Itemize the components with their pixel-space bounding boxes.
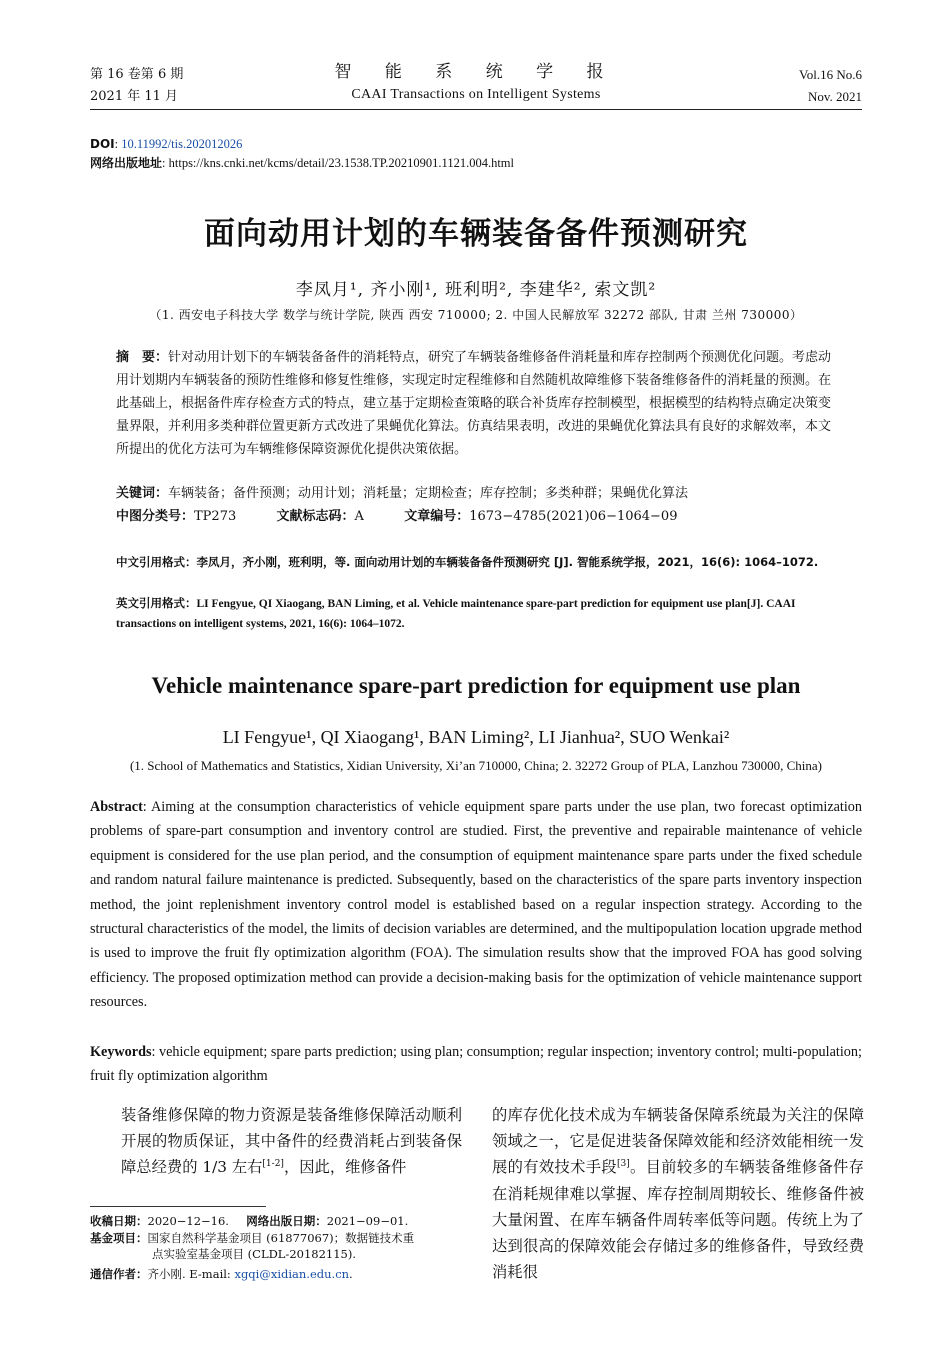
body-left-tail: ，因此，维修备件 — [283, 1158, 407, 1176]
footnote-dates — [90, 1213, 462, 1229]
received-date: 2020−12−16. — [147, 1214, 229, 1228]
fund-text: 国家自然科学基金项目 (61877067)；数据链技术重 — [147, 1231, 415, 1245]
citation-cn — [116, 553, 838, 572]
online-url-label: 网络出版地址 — [90, 156, 163, 170]
online-date: 2021−09−01. — [326, 1214, 409, 1228]
journal-name-cn: 智 能 系 统 学 报 — [334, 62, 618, 82]
citation-en-label: 英文引用格式： — [116, 596, 197, 610]
online-date-label: 网络出版日期： — [246, 1214, 327, 1228]
paper-title-en: Vehicle maintenance spare-part prediction for equipment use plan — [151, 673, 801, 698]
journal-name-en: CAAI Transactions on Intelligent Systems — [351, 87, 601, 102]
body-column-left — [90, 1102, 462, 1180]
footnote-fund — [90, 1230, 462, 1262]
corr-label: 通信作者： — [90, 1267, 148, 1281]
received-label: 收稿日期： — [90, 1214, 148, 1228]
issue-date-en: Nov. 2021 — [807, 89, 862, 104]
citation-en-text: LI Fengyue, QI Xiaogang, BAN Liming, et al. Vehicle maintenance spare-part prediction for equipment use plan[J]. CAAI transactions on intelligent systems, 2021, 16(6): 1064–1072. — [116, 598, 796, 630]
abstract-en-label: Abstract — [90, 799, 143, 815]
body-left-text: 装备维修保障的物力资源是装备维修保障活动顺利开展的物质保证，其中备件的经费消耗占到装备保障总经费的 1/3 左右 — [121, 1106, 462, 1176]
keywords-en-label: Keywords — [90, 1044, 152, 1060]
article-no-value: 1673−4785(2021)06−1064−09 — [469, 509, 678, 524]
footnote-divider — [90, 1206, 266, 1207]
abstract-cn-text: 针对动用计划下的车辆装备备件的消耗特点，研究了车辆装备维修备件消耗量和库存控制两个预测优化问题。考虑动用计划期内车辆装备的预防性维修和修复性维修，实现定时定程维修和自然随机故障维修下装备维修备件的消耗量的预测。在此基础上，根据备件库存检查方式的特点，建立基于定期检查策略的联合补货库存控制模型，根据模型的结构特点确定决策变量界限，并利用多类种群位置更新方式改进了果蝇优化算法。仿真结果表明，改进的果蝇优化算法具有良好的求解效率，本文所提出的优化方法可为车辆维修保障资源优化提供决策依据。 — [116, 350, 832, 457]
doc-code-label: 文献标志码： — [276, 509, 355, 524]
fund-label: 基金项目： — [90, 1231, 148, 1245]
doc-code-value: A — [354, 509, 364, 524]
doi-block: DOI: 10.11992/tis.202012026 网络出版地址: https://kns.cnki.net/kcms/detail/23.1538.TP.20210901.1121.004.html — [90, 137, 514, 170]
keywords-cn — [116, 482, 838, 505]
issue-date: 2021 年 11 月 — [90, 89, 179, 104]
authors-cn: 李凤月¹, 齐小刚¹, 班利明², 李建华², 索文凯² — [295, 280, 657, 300]
online-url[interactable]: https://kns.cnki.net/kcms/detail/23.1538.TP.20210901.1121.004.html — [168, 156, 514, 170]
abstract-en — [90, 795, 862, 1015]
citation-en — [116, 594, 838, 634]
keywords-en — [90, 1040, 862, 1089]
body-right-tail: 。目前较多的车辆装备维修备件存在消耗规律难以掌握、库存控制周期较长、维修备件被大量闲置、在库车辆备件周转率低等问题。传统上为了达到很高的保障效能会存储过多的维修备件，导致经费消耗很 — [492, 1158, 864, 1282]
clc-label: 中图分类号： — [116, 509, 195, 524]
abstract-cn — [116, 346, 838, 461]
email-tail: . — [349, 1267, 353, 1281]
body-column-right — [492, 1102, 864, 1285]
corr-text: 齐小刚. E-mail: — [147, 1267, 231, 1281]
authors-en: LI Fengyue¹, QI Xiaogang¹, BAN Liming², LI Jianhua², SUO Wenkai² — [222, 727, 730, 747]
affiliation-en: (1. School of Mathematics and Statistics, Xidian University, Xi’an 710000, China; 2. 32272 Group of PLA, Lanzhou 730000, China) — [129, 758, 823, 773]
article-no-label: 文章编号： — [404, 509, 470, 524]
reference-marker[interactable]: [1-2] — [262, 1158, 284, 1169]
affiliation-cn: （1. 西安电子科技大学 数学与统计学院, 陕西 西安 710000; 2. 中国人民解放军 32272 部队, 甘肃 兰州 730000） — [149, 308, 803, 322]
doi-link[interactable]: 10.11992/tis.202012026 — [121, 137, 243, 151]
header-divider — [90, 109, 862, 110]
abstract-cn-label: 摘 要： — [116, 350, 169, 365]
clc-value: TP273 — [194, 509, 237, 524]
paper-title-cn: 面向动用计划的车辆装备备件预测研究 — [204, 216, 748, 252]
abstract-en-text: : Aiming at the consumption characteristics of vehicle equipment spare parts under the use plan, two forecast optimization problems of spare-part consumption and inventory control are studied. First, the preventive and repairable maintenance of vehicle equipment is considered for the use plan period, and the consumption of equipment maintenance spare parts under the fixed schedule and random natural failure maintenance is predicted. Subsequently, based on the characteristics of the spare parts inventory inspection method, the joint replenishment inventory control model is established based on a regular inspection strategy. According to the structural characteristics of the model, the limits of decision variables are determined, and the multipopulation location upgrade method is used to improve the fruit fly optimization algorithm (FOA). The simulation results show that the improved FOA has good solving efficiency. The proposed optimization method can provide a decision-making basis for the optimization of vehicle maintenance support resources. — [90, 799, 862, 1011]
classification-line — [116, 505, 838, 528]
keywords-en-text: : vehicle equipment; spare parts prediction; using plan; consumption; regular inspection; inventory control; multi-population; fruit fly optimization algorithm — [90, 1044, 862, 1085]
email-link[interactable]: xgqi@xidian.edu.cn — [234, 1267, 350, 1281]
footnote-correspondence — [90, 1266, 462, 1282]
doi-label: DOI — [90, 137, 115, 151]
reference-marker[interactable]: [3] — [616, 1159, 630, 1170]
keywords-cn-text: 车辆装备；备件预测；动用计划；消耗量；定期检查；库存控制；多类种群；果蝇优化算法 — [168, 486, 689, 501]
volume-issue: 第 16 卷第 6 期 — [90, 67, 184, 82]
keywords-cn-label: 关键词： — [116, 486, 169, 501]
body-right-text: 的库存优化技术成为车辆装备保障系统最为关注的保障领域之一，它是促进装备保障效能和经济效能相统一发展的有效技术手段 — [492, 1106, 864, 1177]
body-paragraph — [90, 1102, 462, 1180]
citation-cn-label: 中文引用格式： — [116, 555, 197, 569]
citation-cn-text: 李凤月，齐小刚，班利明，等. 面向动用计划的车辆装备备件预测研究 [J]. 智能系统学报，2021，16(6): 1064–1072. — [196, 555, 819, 569]
issue-info-en — [799, 64, 862, 108]
volume-issue-en: Vol.16 No.6 — [799, 67, 862, 82]
fund-text-cont: 点实验室基金项目 (CLDL-20182115). — [152, 1247, 356, 1261]
